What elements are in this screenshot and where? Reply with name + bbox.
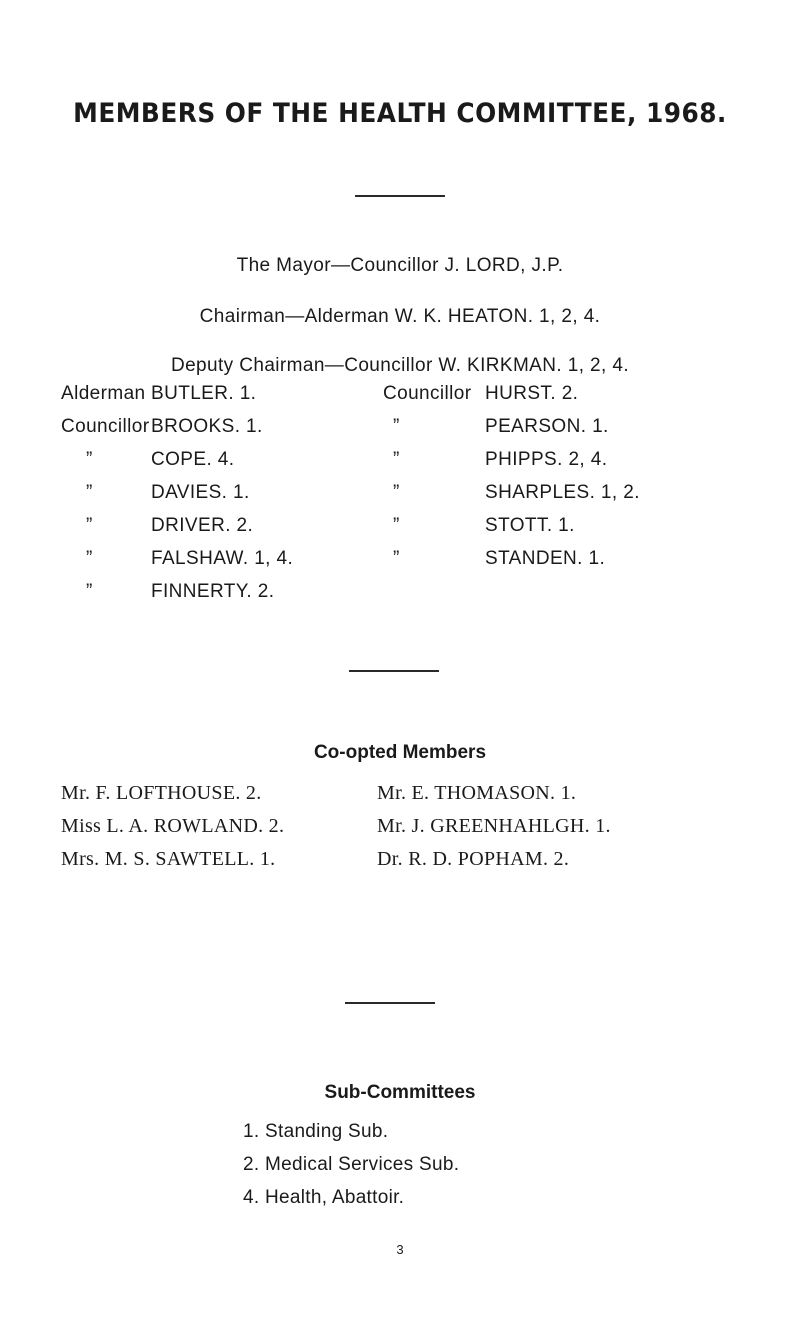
ditto-mark: ” [86,515,93,536]
page-number: 3 [396,1242,404,1257]
subcommittee-item: 2. Medical Services Sub. [243,1154,460,1175]
member-name: PEARSON. 1. [485,416,609,437]
chairman-line: Chairman—Alderman W. K. HEATON. 1, 2, 4. [199,306,601,327]
subcommittee-item: 1. Standing Sub. [243,1121,389,1142]
member-name: DRIVER. 2. [151,515,254,536]
subcommittee-item: 4. Health, Abattoir. [243,1187,405,1208]
coopted-member: Mr. J. GREENHAHLGH. 1. [377,815,611,837]
coopted-member: Mrs. M. S. SAWTELL. 1. [61,848,276,870]
divider-top [355,195,445,197]
member-name: STOTT. 1. [485,515,575,536]
ditto-mark: ” [86,482,93,503]
member-name: STANDEN. 1. [485,548,606,569]
coopted-left-column [61,782,284,881]
coopted-member: Mr. E. THOMASON. 1. [377,782,577,804]
coopted-member: Miss L. A. ROWLAND. 2. [61,815,285,837]
page-title: MEMBERS OF THE HEALTH COMMITTEE, 1968. [73,98,727,129]
ditto-mark: ” [393,416,400,437]
member-name: COPE. 4. [151,449,235,470]
ditto-mark: ” [86,449,93,470]
member-name: BUTLER. 1. [151,383,257,404]
divider-bottom [345,1002,435,1004]
ditto-mark: ” [393,515,400,536]
member-title: Councillor [61,416,150,437]
ditto-mark: ” [86,581,93,602]
member-title: Alderman [61,383,146,404]
ditto-mark: ” [393,548,400,569]
deputy-chairman-line: Deputy Chairman—Councillor W. KIRKMAN. 1, 2, 4. [170,355,630,376]
coopted-heading: Co-opted Members [313,742,487,763]
member-name: HURST. 2. [485,383,579,404]
coopted-member: Mr. F. LOFTHOUSE. 2. [61,782,262,804]
subcommittees-heading: Sub-Committees [324,1082,476,1103]
mayor-line: The Mayor—Councillor J. LORD, J.P. [236,255,564,276]
coopted-member: Dr. R. D. POPHAM. 2. [377,848,570,870]
ditto-mark: ” [393,482,400,503]
member-name: FINNERTY. 2. [151,581,275,602]
ditto-mark: ” [393,449,400,470]
member-name: FALSHAW. 1, 4. [151,548,294,569]
member-name: SHARPLES. 1, 2. [485,482,640,503]
divider-middle [349,670,439,672]
ditto-mark: ” [86,548,93,569]
member-title: Councillor [383,383,472,404]
coopted-right-column [377,782,611,881]
member-name: BROOKS. 1. [151,416,263,437]
member-name: PHIPPS. 2, 4. [485,449,608,470]
member-name: DAVIES. 1. [151,482,250,503]
subcommittees-list [243,1121,459,1220]
